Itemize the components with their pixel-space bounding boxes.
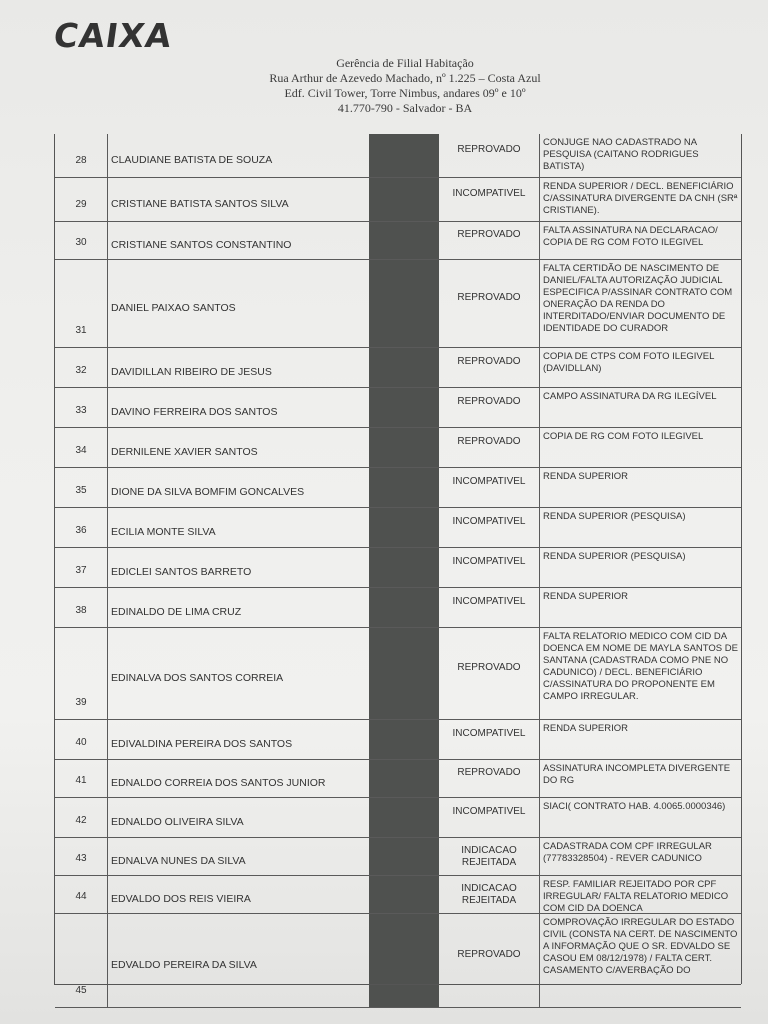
status-cell	[439, 588, 540, 627]
row-number-cell	[55, 348, 108, 387]
status-cell	[439, 508, 540, 547]
row-number: 44	[75, 891, 87, 902]
redacted-column	[369, 222, 439, 259]
row-number: 38	[75, 605, 87, 616]
status-cell	[439, 134, 540, 177]
name-cell	[107, 428, 369, 467]
status-label: INCOMPATIVEL	[452, 556, 526, 567]
status-cell	[439, 760, 540, 797]
row-number: 35	[75, 485, 87, 496]
observation-text: COMPROVAÇÃO IRREGULAR DO ESTADO CIVIL (CONSTA NA CERT. DE NASCIMENTO A INFORMAÇÃO QUE O SR. EDVALDO SE CASOU EM 08/12/1978) / FALTA CERT. CASAMENTO C/AVERBAÇÃO DO	[543, 917, 738, 976]
applicant-name: EDINALDO DE LIMA CRUZ	[111, 606, 242, 618]
address-line-3: Edf. Civil Tower, Torre Nimbus, andares 09º e 10º	[284, 86, 526, 100]
row-number: 39	[75, 697, 87, 708]
name-cell	[107, 388, 369, 427]
table-row	[55, 178, 741, 222]
redacted-column	[369, 628, 439, 719]
applicant-name: EDNALVA NUNES DA SILVA	[111, 855, 246, 867]
status-label: INDICACAO REJEITADA	[461, 845, 517, 868]
row-number-cell	[55, 508, 108, 547]
observation-text: RENDA SUPERIOR (PESQUISA)	[543, 511, 686, 522]
observation-text: FALTA RELATORIO MEDICO COM CID DA DOENCA EM NOME DE MAYLA SANTOS DE SANTANA (CADASTRADA COMO PNE NO CADUNICO) / DECL. BENEFICIÁRIO C/ASSINATURA DO PROPONENTE EM CAMPO IRREGULAR.	[543, 631, 738, 702]
row-number: 37	[75, 565, 87, 576]
status-cell	[439, 628, 540, 719]
table-bottom-border	[54, 984, 741, 985]
row-number-cell	[55, 876, 108, 913]
row-number: 34	[75, 445, 87, 456]
observation-cell	[539, 548, 741, 587]
name-cell	[107, 508, 369, 547]
redacted-column	[369, 588, 439, 627]
address-line-1: Gerência de Filial Habitação	[336, 56, 474, 70]
observation-text: CAMPO ASSINATURA DA RG ILEGÍVEL	[543, 391, 717, 402]
observation-cell	[539, 428, 741, 467]
applicant-name: EDINALVA DOS SANTOS CORREIA	[111, 672, 284, 684]
status-label: REPROVADO	[457, 356, 521, 367]
status-label: INCOMPATIVEL	[452, 516, 526, 527]
status-label: INCOMPATIVEL	[452, 728, 526, 739]
observation-cell	[539, 798, 741, 837]
observation-cell	[539, 178, 741, 221]
redacted-column	[369, 134, 439, 177]
observation-text: FALTA CERTIDÃO DE NASCIMENTO DE DANIEL/FALTA AUTORIZAÇÃO JUDICIAL ESPECIFICA P/ASSINAR CONTRATO COM ONERAÇÃO DA RENDA DO INTERDITADO/ENVIAR DOCUMENTO DE IDENTIDADE DO CURADOR	[543, 263, 733, 334]
observation-text: ASSINATURA INCOMPLETA DIVERGENTE DO RG	[543, 763, 731, 786]
table-row	[55, 260, 741, 348]
redacted-column	[369, 178, 439, 221]
status-cell	[439, 876, 540, 913]
redacted-column	[369, 548, 439, 587]
redacted-column	[369, 798, 439, 837]
address-line-4: 41.770-790 - Salvador - BA	[337, 101, 473, 115]
observation-cell	[539, 760, 741, 797]
row-number-cell	[55, 838, 108, 875]
table-row	[55, 428, 741, 468]
name-cell	[107, 548, 369, 587]
observation-text: RENDA SUPERIOR (PESQUISA)	[543, 551, 686, 562]
redacted-column	[369, 838, 439, 875]
row-number-cell	[55, 720, 108, 759]
table-row	[55, 720, 741, 760]
table-row	[55, 388, 741, 428]
applicant-name: EDNALDO CORREIA DOS SANTOS JUNIOR	[111, 777, 326, 789]
status-label: INCOMPATIVEL	[452, 806, 526, 817]
status-label: INCOMPATIVEL	[452, 596, 526, 607]
observation-text: COPIA DE RG COM FOTO ILEGIVEL	[543, 431, 704, 442]
observation-cell	[539, 876, 741, 913]
observation-text: RENDA SUPERIOR / DECL. BENEFICIÁRIO C/ASSINATURA DIVERGENTE DA CNH (SRª CRISTIANE).	[543, 181, 738, 216]
table-row	[55, 628, 741, 720]
applicant-name: CRISTIANE BATISTA SANTOS SILVA	[111, 198, 289, 210]
observation-cell	[539, 628, 741, 719]
applicant-name: CRISTIANE SANTOS CONSTANTINO	[111, 239, 292, 251]
row-number-cell	[55, 388, 108, 427]
caixa-logo: CAIXA	[51, 16, 175, 55]
applicant-name: DERNILENE XAVIER SANTOS	[111, 446, 258, 458]
observation-text: CONJUGE NAO CADASTRADO NA PESQUISA (CAITANO RODRIGUES BATISTA)	[543, 137, 699, 172]
redacted-column	[369, 428, 439, 467]
status-label: REPROVADO	[457, 144, 521, 155]
row-number-cell	[55, 628, 108, 719]
applicant-name: ECILIA MONTE SILVA	[111, 526, 216, 538]
name-cell	[107, 720, 369, 759]
observation-cell	[539, 468, 741, 507]
redacted-column	[369, 468, 439, 507]
branch-address	[240, 56, 570, 116]
table-row	[55, 588, 741, 628]
redacted-column	[369, 720, 439, 759]
status-cell	[439, 914, 540, 1007]
status-cell	[439, 468, 540, 507]
row-number-cell	[55, 798, 108, 837]
name-cell	[107, 134, 369, 177]
observation-text: RENDA SUPERIOR	[543, 591, 628, 602]
observation-cell	[539, 134, 741, 177]
row-number-cell	[55, 222, 108, 259]
row-number: 29	[75, 199, 87, 210]
table-row	[55, 760, 741, 798]
observation-cell	[539, 388, 741, 427]
row-number: 45	[75, 985, 87, 996]
observation-cell	[539, 260, 741, 347]
observation-cell	[539, 508, 741, 547]
redacted-column	[369, 260, 439, 347]
observation-cell	[539, 720, 741, 759]
row-number-cell	[55, 548, 108, 587]
table-row	[55, 914, 741, 1008]
status-cell	[439, 548, 540, 587]
status-label: REPROVADO	[457, 396, 521, 407]
row-number: 36	[75, 525, 87, 536]
status-label: INCOMPATIVEL	[452, 476, 526, 487]
applicant-name: DAVIDILLAN RIBEIRO DE JESUS	[111, 366, 272, 378]
status-cell	[439, 260, 540, 347]
observation-text: CADASTRADA COM CPF IRREGULAR (77783328504) - REVER CADUNICO	[543, 841, 712, 864]
address-line-2: Rua Arthur de Azevedo Machado, nº 1.225 – Costa Azul	[269, 71, 541, 85]
status-label: REPROVADO	[457, 767, 521, 778]
row-number: 28	[75, 155, 87, 166]
status-label: REPROVADO	[457, 436, 521, 447]
status-label: REPROVADO	[457, 229, 521, 240]
row-number: 42	[75, 815, 87, 826]
applicant-name: EDVALDO DOS REIS VIEIRA	[111, 893, 251, 905]
row-number-cell	[55, 134, 108, 177]
observation-text: SIACI( CONTRATO HAB. 4.0065.0000346)	[543, 801, 726, 812]
name-cell	[107, 798, 369, 837]
observation-cell	[539, 348, 741, 387]
row-number-cell	[55, 468, 108, 507]
table-row	[55, 134, 741, 178]
status-label: REPROVADO	[457, 662, 521, 673]
redacted-column	[369, 348, 439, 387]
applicant-name: DAVINO FERREIRA DOS SANTOS	[111, 406, 278, 418]
row-number-cell	[55, 178, 108, 221]
table-row	[55, 876, 741, 914]
name-cell	[107, 178, 369, 221]
name-cell	[107, 914, 369, 1007]
status-cell	[439, 222, 540, 259]
status-cell	[439, 720, 540, 759]
row-number: 43	[75, 853, 87, 864]
name-cell	[107, 876, 369, 913]
table-row	[55, 838, 741, 876]
redacted-column	[369, 388, 439, 427]
table-row	[55, 548, 741, 588]
row-number-cell	[55, 588, 108, 627]
redacted-column	[369, 508, 439, 547]
name-cell	[107, 628, 369, 719]
redacted-column	[369, 914, 439, 1007]
observation-text: RENDA SUPERIOR	[543, 471, 628, 482]
applicant-name: EDIVALDINA PEREIRA DOS SANTOS	[111, 738, 293, 750]
redacted-column	[369, 760, 439, 797]
row-number-cell	[55, 760, 108, 797]
status-label: INDICACAO REJEITADA	[461, 883, 517, 906]
row-number-cell	[55, 260, 108, 347]
observation-text: FALTA ASSINATURA NA DECLARACAO/ COPIA DE RG COM FOTO ILEGIVEL	[543, 225, 718, 248]
table-row	[55, 348, 741, 388]
applicant-name: EDICLEI SANTOS BARRETO	[111, 566, 252, 578]
observation-cell	[539, 588, 741, 627]
table-row	[55, 222, 741, 260]
status-cell	[439, 178, 540, 221]
applicant-name: DIONE DA SILVA BOMFIM GONCALVES	[111, 486, 305, 498]
status-cell	[439, 428, 540, 467]
status-cell	[439, 388, 540, 427]
name-cell	[107, 260, 369, 347]
row-number: 31	[75, 325, 87, 336]
status-label: REPROVADO	[457, 292, 521, 303]
row-number: 33	[75, 405, 87, 416]
name-cell	[107, 588, 369, 627]
table-row	[55, 798, 741, 838]
status-cell	[439, 798, 540, 837]
table-row	[55, 468, 741, 508]
observation-text: COPIA DE CTPS COM FOTO ILEGIVEL (DAVIDLLAN)	[543, 351, 715, 374]
results-table	[54, 134, 742, 996]
observation-text: RENDA SUPERIOR	[543, 723, 628, 734]
row-number-cell	[55, 428, 108, 467]
observation-text: RESP. FAMILIAR REJEITADO POR CPF IRREGULAR/ FALTA RELATORIO MEDICO COM CID DA DOENCA	[543, 879, 729, 914]
observation-cell	[539, 222, 741, 259]
name-cell	[107, 468, 369, 507]
row-number-cell	[55, 914, 108, 1007]
row-number: 30	[75, 237, 87, 248]
status-cell	[439, 838, 540, 875]
name-cell	[107, 348, 369, 387]
status-label: INCOMPATIVEL	[452, 188, 526, 199]
applicant-name: EDNALDO OLIVEIRA SILVA	[111, 816, 244, 828]
observation-cell	[539, 838, 741, 875]
name-cell	[107, 760, 369, 797]
row-number: 32	[75, 365, 87, 376]
observation-cell	[539, 914, 741, 1007]
row-number: 41	[75, 775, 87, 786]
status-cell	[439, 348, 540, 387]
applicant-name: CLAUDIANE BATISTA DE SOUZA	[111, 154, 273, 166]
applicant-name: DANIEL PAIXAO SANTOS	[111, 302, 236, 314]
table-row	[55, 508, 741, 548]
redacted-column	[369, 876, 439, 913]
row-number: 40	[75, 737, 87, 748]
status-label: REPROVADO	[457, 949, 521, 960]
name-cell	[107, 838, 369, 875]
name-cell	[107, 222, 369, 259]
applicant-name: EDVALDO PEREIRA DA SILVA	[111, 959, 257, 971]
